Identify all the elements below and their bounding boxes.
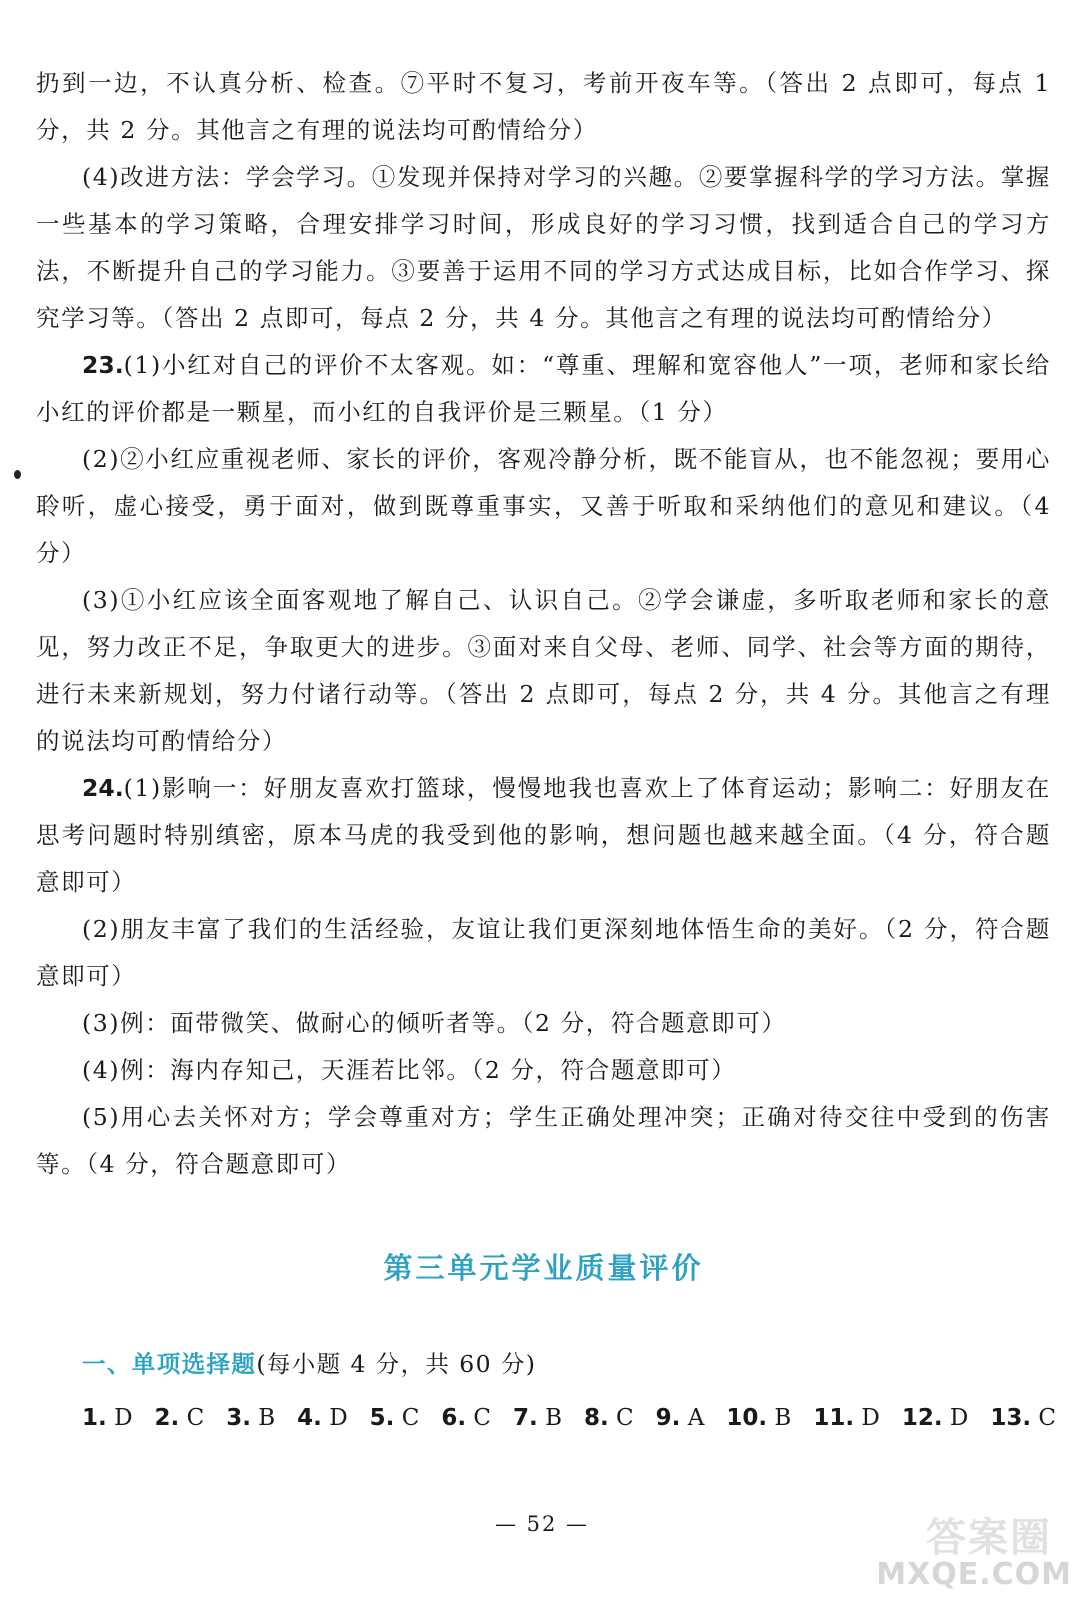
watermark [876,1506,1072,1592]
answer-number: 8. [583,1405,609,1431]
answer-letter: C [473,1405,492,1431]
q23-part1-text: (1)小红对自己的评价不太客观。如：“尊重、理解和宽容他人”一项，老师和家长给小红的评价都是一颗星，而小红的自我评价是三颗星。（1 分） [36,351,1051,426]
answer-item [370,1398,420,1438]
answer-letter: C [401,1405,420,1431]
answer-item [155,1398,205,1438]
question-number-24: 24. [82,774,124,802]
paragraph-q23-part3: (3)①小红应该全面客观地了解自己、认识自己。②学会谦虚，多听取老师和家长的意见，努力改正不足，争取更大的进步。③面对来自父母、老师、同学、社会等方面的期待，进行未来新规划，努力付诸行动等。（答出 2 点即可，每点 2 分，共 4 分。其他言之有理的说法均可酌情给分） [36,586,1051,755]
answer-number: 9. [655,1405,681,1431]
answer-number: 7. [513,1405,538,1431]
watermark-site: MXQE.COM [876,1557,1072,1592]
answer-letter: D [949,1405,969,1431]
section-note: (每小题 4 分，共 60 分) [256,1350,537,1378]
answer-number: 5. [369,1405,395,1431]
answer-number: 6. [441,1405,467,1431]
answer-letter: C [186,1405,205,1431]
answer-item [726,1398,791,1438]
paragraph-q24-part3: (3)例：面带微笑、做耐心的倾听者等。（2 分，符合题意即可） [82,1009,787,1037]
answer-item [297,1398,348,1438]
answer-letter: B [258,1405,276,1431]
ink-dot [14,470,21,479]
section-label: 一、单项选择题 [82,1350,257,1378]
answer-number: 2. [154,1405,180,1431]
paragraph-q24-part4: (4)例：海内存知己，天涯若比邻。（2 分，符合题意即可） [82,1056,737,1084]
paragraph-q23-part2: (2)②小红应重视老师、家长的评价，客观冷静分析，既不能盲从，也不能忽视；要用心聆听，虚心接受，勇于面对，做到既尊重事实，又善于听取和采纳他们的意见和建议。（4 分） [36,445,1051,567]
answer-item [441,1398,491,1438]
paragraph-q24-part1 [36,765,1051,906]
answer-key-row [36,1398,1057,1438]
answer-letter: C [1038,1405,1057,1431]
watermark-logo: 答案圈 [926,1515,1052,1561]
answer-item [656,1398,705,1438]
answer-letter: A [687,1405,705,1431]
paragraph-q24-part2: (2)朋友丰富了我们的生活经验，友谊让我们更深刻地体悟生命的美好。（2 分，符合题意即可） [36,915,1051,990]
answer-letter: D [329,1405,348,1431]
answer-item [990,1398,1056,1438]
answer-letter: B [774,1405,792,1431]
answer-number: 12. [901,1405,943,1431]
q24-part1-text: (1)影响一：好朋友喜欢打篮球，慢慢地我也喜欢上了体育运动；影响二：好朋友在思考问题时特别缜密，原本马虎的我受到他的影响，想问题也越来越全面。（4 分，符合题意即可） [36,774,1051,896]
answer-letter: D [861,1405,880,1431]
answer-letter: D [114,1405,133,1431]
question-number-23: 23. [82,351,124,379]
answer-item [82,1398,133,1438]
answer-letter: C [616,1405,634,1431]
paragraph-q22-continued: 扔到一边，不认真分析、检查。⑦平时不复习，考前开夜车等。（答出 2 点即可，每点 1 分，共 2 分。其他言之有理的说法均可酌情给分） [36,69,1051,144]
paragraph-q22-part4: (4)改进方法：学会学习。①发现并保持对学习的兴趣。②要掌握科学的学习方法。掌握一些基本的学习策略，合理安排学习时间，形成良好的学习习惯，找到适合自己的学习方法，不断提升自己的学习能力。③要善于运用不同的学习方式达成目标，比如合作学习、探究学习等。（答出 2 点即可，每点 2 分，共 4 分。其他言之有理的说法均可酌情给分） [36,163,1051,332]
page-number: — 52 — [494,1512,590,1536]
section-heading [36,1344,1051,1384]
paragraph-q23-part1 [36,342,1051,436]
answer-number: 4. [297,1405,322,1431]
paragraph-q24-part5: (5)用心去关怀对方；学会尊重对方；学生正确处理冲突；正确对待交往中受到的伤害等。（4 分，符合题意即可） [36,1103,1051,1178]
answer-page-body [36,60,1057,1438]
answer-item [584,1398,634,1438]
answer-item [902,1398,969,1438]
answer-number: 11. [813,1405,855,1431]
answer-item [813,1398,880,1438]
answer-item [226,1398,275,1438]
unit-title: 第三单元学业质量评价 [383,1251,704,1285]
answer-number: 1. [82,1405,107,1431]
answer-item [513,1398,562,1438]
answer-number: 10. [726,1405,768,1431]
answer-number: 3. [226,1405,251,1431]
answer-number: 13. [990,1405,1032,1431]
answer-letter: B [545,1405,562,1431]
